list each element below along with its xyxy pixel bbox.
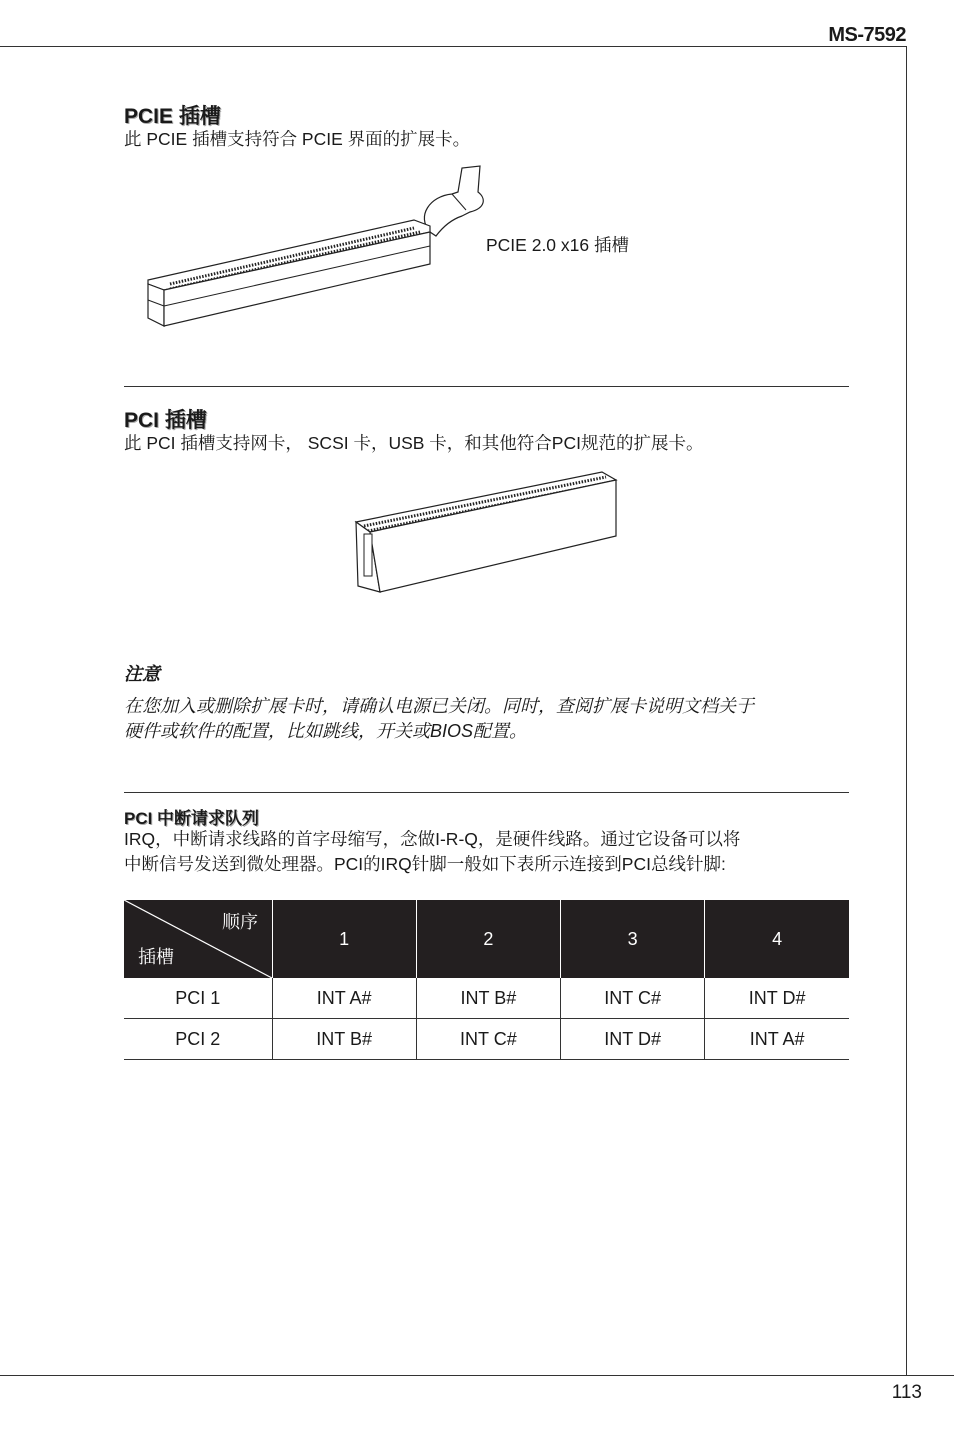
table-header-cell: 2 xyxy=(416,900,560,978)
table-cell: INT D# xyxy=(705,978,849,1019)
table-header-row xyxy=(124,900,849,978)
table-cell: INT A# xyxy=(705,1019,849,1060)
table-header-cell: 4 xyxy=(705,900,849,978)
pcie-section-title: PCIE 插槽 xyxy=(124,105,221,128)
pcie-slot-caption: PCIE 2.0 x16 插槽 xyxy=(486,235,629,255)
table-corner-cell xyxy=(124,900,272,978)
table-cell: INT C# xyxy=(416,1019,560,1060)
header-rule xyxy=(0,46,907,47)
note-line: 在您加入或删除扩展卡时，请确认电源已关闭。同时，查阅扩展卡说明文档关于 xyxy=(124,696,754,716)
irq-line: 中断信号发送到微处理器。PCI的IRQ针脚一般如下表所示连接到PCI总线针脚: xyxy=(124,854,726,874)
note-text xyxy=(124,694,854,744)
right-margin-rule xyxy=(906,46,907,1376)
irq-line: IRQ，中断请求线路的首字母缩写，念做I-R-Q，是硬件线路。通过它设备可以将 xyxy=(124,829,741,849)
pcie-slot-illustration xyxy=(140,160,500,332)
table-cell: INT C# xyxy=(561,978,705,1019)
footer-rule xyxy=(0,1375,954,1376)
page-number: 113 xyxy=(891,1382,922,1403)
corner-order-label: 顺序 xyxy=(222,912,258,932)
table-row xyxy=(124,978,849,1019)
section-divider xyxy=(124,386,849,387)
table-row xyxy=(124,1019,849,1060)
table-header-cell: 1 xyxy=(272,900,416,978)
table-cell: INT D# xyxy=(561,1019,705,1060)
pci-section-title: PCI 插槽 xyxy=(124,409,207,432)
table-cell: INT B# xyxy=(272,1019,416,1060)
section-divider xyxy=(124,792,849,793)
table-header-cell: 3 xyxy=(561,900,705,978)
table-slot-cell: PCI 2 xyxy=(124,1019,272,1060)
irq-description xyxy=(124,827,854,877)
table-slot-cell: PCI 1 xyxy=(124,978,272,1019)
pci-description: 此 PCI 插槽支持网卡， SCSI 卡，USB 卡，和其他符合PCI规范的扩展卡。 xyxy=(124,433,704,453)
table-cell: INT A# xyxy=(272,978,416,1019)
irq-routing-table xyxy=(124,900,849,1060)
corner-slot-label: 插槽 xyxy=(138,947,174,967)
model-number: MS-7592 xyxy=(828,24,906,46)
table-cell: INT B# xyxy=(416,978,560,1019)
note-title: 注意 xyxy=(124,664,160,684)
note-line: 硬件或软件的配置，比如跳线，开关或BIOS配置。 xyxy=(124,721,528,741)
pcie-description: 此 PCIE 插槽支持符合 PCIE 界面的扩展卡。 xyxy=(124,129,471,149)
pci-slot-illustration xyxy=(350,462,622,598)
irq-section-title: PCI 中断请求队列 xyxy=(124,809,260,828)
